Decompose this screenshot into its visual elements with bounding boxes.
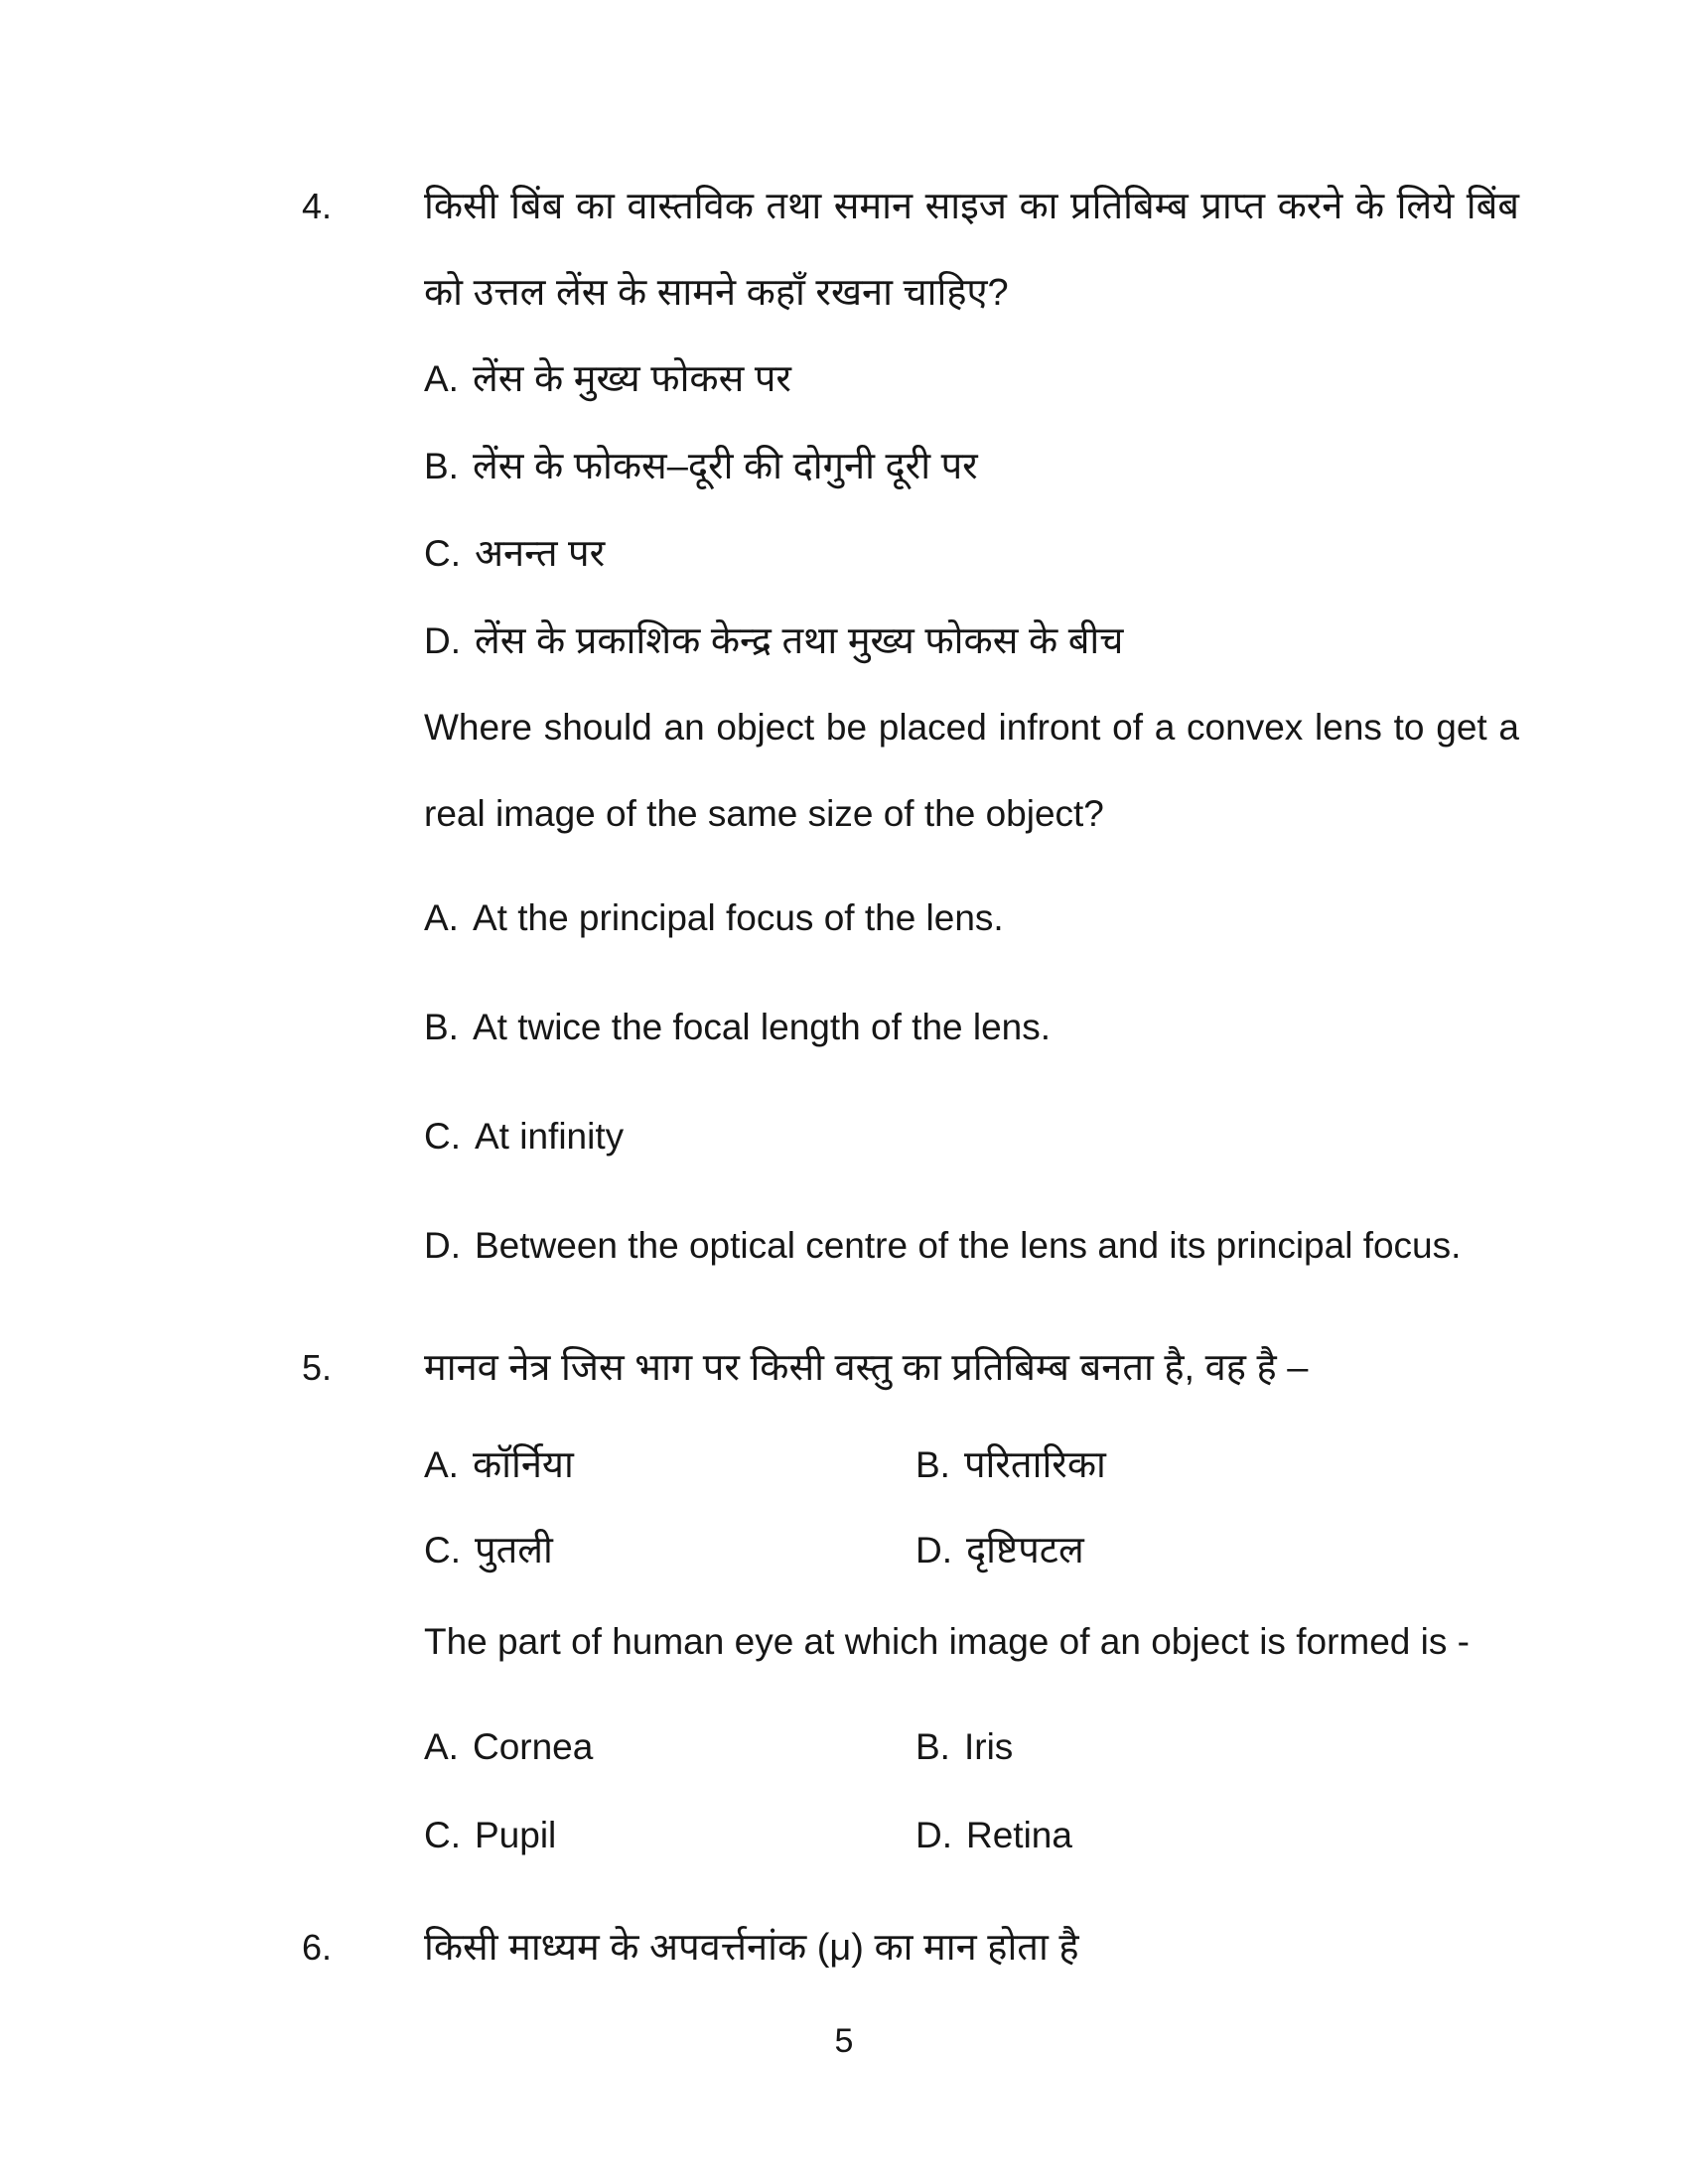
question-4-hindi-line-2: को उत्तल लेंस के सामने कहाँ रखना चाहिए? (424, 272, 1009, 314)
question-4-body (424, 185, 1519, 1268)
option-letter: A. (424, 358, 459, 399)
question-6-hindi-line-1: किसी माध्यम के अपवर्त्तनांक (μ) का मान होता है (424, 1927, 1079, 1969)
option-letter: A. (424, 1444, 459, 1485)
question-5 (0, 1346, 1688, 1857)
option-text: At infinity (475, 1116, 625, 1157)
option-letter: C. (424, 1116, 461, 1157)
question-4-hindi-option-b (424, 445, 1519, 488)
question-5-hindi-option-c (424, 1529, 915, 1572)
option-letter: D. (915, 1530, 952, 1570)
option-text: अनन्त पर (475, 533, 606, 575)
question-5-number: 5. (302, 1347, 333, 1388)
page-number: 5 (834, 2022, 854, 2060)
option-text: कॉर्निया (472, 1444, 574, 1486)
option-letter: B. (915, 1726, 950, 1767)
question-4-hindi-option-a (424, 357, 1519, 401)
question-5-hindi-options (424, 1443, 1519, 1572)
question-4-english-option-b (424, 1006, 1519, 1049)
question-4-hindi-option-d (424, 619, 1519, 663)
option-text: लेंस के प्रकाशिक केन्द्र तथा मुख्य फोकस के बीच (475, 620, 1124, 662)
question-5-hindi-option-b (915, 1443, 1519, 1487)
option-letter: A. (424, 1726, 459, 1767)
question-5-english-option-b (915, 1725, 1519, 1769)
option-text: परितारिका (963, 1444, 1106, 1486)
question-5-english-options (424, 1725, 1519, 1857)
question-4-english-option-c (424, 1115, 1519, 1159)
question-4-english-option-d (424, 1224, 1519, 1268)
question-5-english-option-a (424, 1725, 915, 1769)
option-text: At twice the focal length of the lens. (472, 1007, 1052, 1047)
option-letter: C. (424, 1815, 461, 1855)
option-letter: D. (424, 620, 461, 661)
option-letter: C. (424, 533, 461, 574)
question-6-number: 6. (302, 1927, 333, 1968)
option-text: लेंस के फोकस–दूरी की दोगुनी दूरी पर (472, 446, 978, 487)
option-text: दृष्टिपटल (966, 1530, 1084, 1571)
option-letter: B. (424, 1007, 459, 1047)
option-letter: D. (915, 1815, 952, 1855)
question-5-english-option-c (424, 1814, 915, 1857)
question-6 (0, 1926, 1688, 1970)
option-text: लेंस के मुख्य फोकस पर (472, 358, 791, 400)
option-letter: C. (424, 1530, 461, 1570)
question-6-body (424, 1926, 1519, 1970)
question-5-hindi-option-a (424, 1443, 915, 1487)
question-4-hindi-line-1: किसी बिंब का वास्तविक तथा समान साइज का प्रतिबिम्ब प्राप्त करने के लिये बिंब (424, 186, 1519, 227)
option-text: At the principal focus of the lens. (472, 897, 1004, 938)
question-4-english-option-a (424, 896, 1519, 940)
option-text: Iris (963, 1726, 1014, 1767)
option-text: Pupil (475, 1815, 557, 1855)
option-text: पुतली (475, 1530, 553, 1571)
question-4-english-line-2: real image of the same size of the object? (424, 793, 1104, 834)
option-letter: B. (424, 446, 459, 486)
question-4-number: 4. (302, 186, 333, 226)
option-text: Retina (966, 1815, 1072, 1855)
question-4-english-line-1: Where should an object be placed infront of a convex lens to get a (424, 707, 1519, 748)
option-text: Cornea (472, 1726, 594, 1767)
option-letter: D. (424, 1225, 461, 1266)
question-5-hindi-line-1: मानव नेत्र जिस भाग पर किसी वस्तु का प्रतिबिम्ब बनता है, वह है – (424, 1347, 1309, 1389)
question-4 (0, 185, 1688, 1268)
question-5-hindi-option-d (915, 1529, 1519, 1572)
question-4-hindi-option-c (424, 532, 1519, 576)
question-5-english-option-d (915, 1814, 1519, 1857)
option-text: Between the optical centre of the lens and its principal focus. (475, 1225, 1462, 1266)
option-letter: A. (424, 897, 459, 938)
question-5-body (424, 1346, 1519, 1857)
option-letter: B. (915, 1444, 950, 1485)
question-5-english-line-1: The part of human eye at which image of an object is formed is - (424, 1621, 1470, 1662)
